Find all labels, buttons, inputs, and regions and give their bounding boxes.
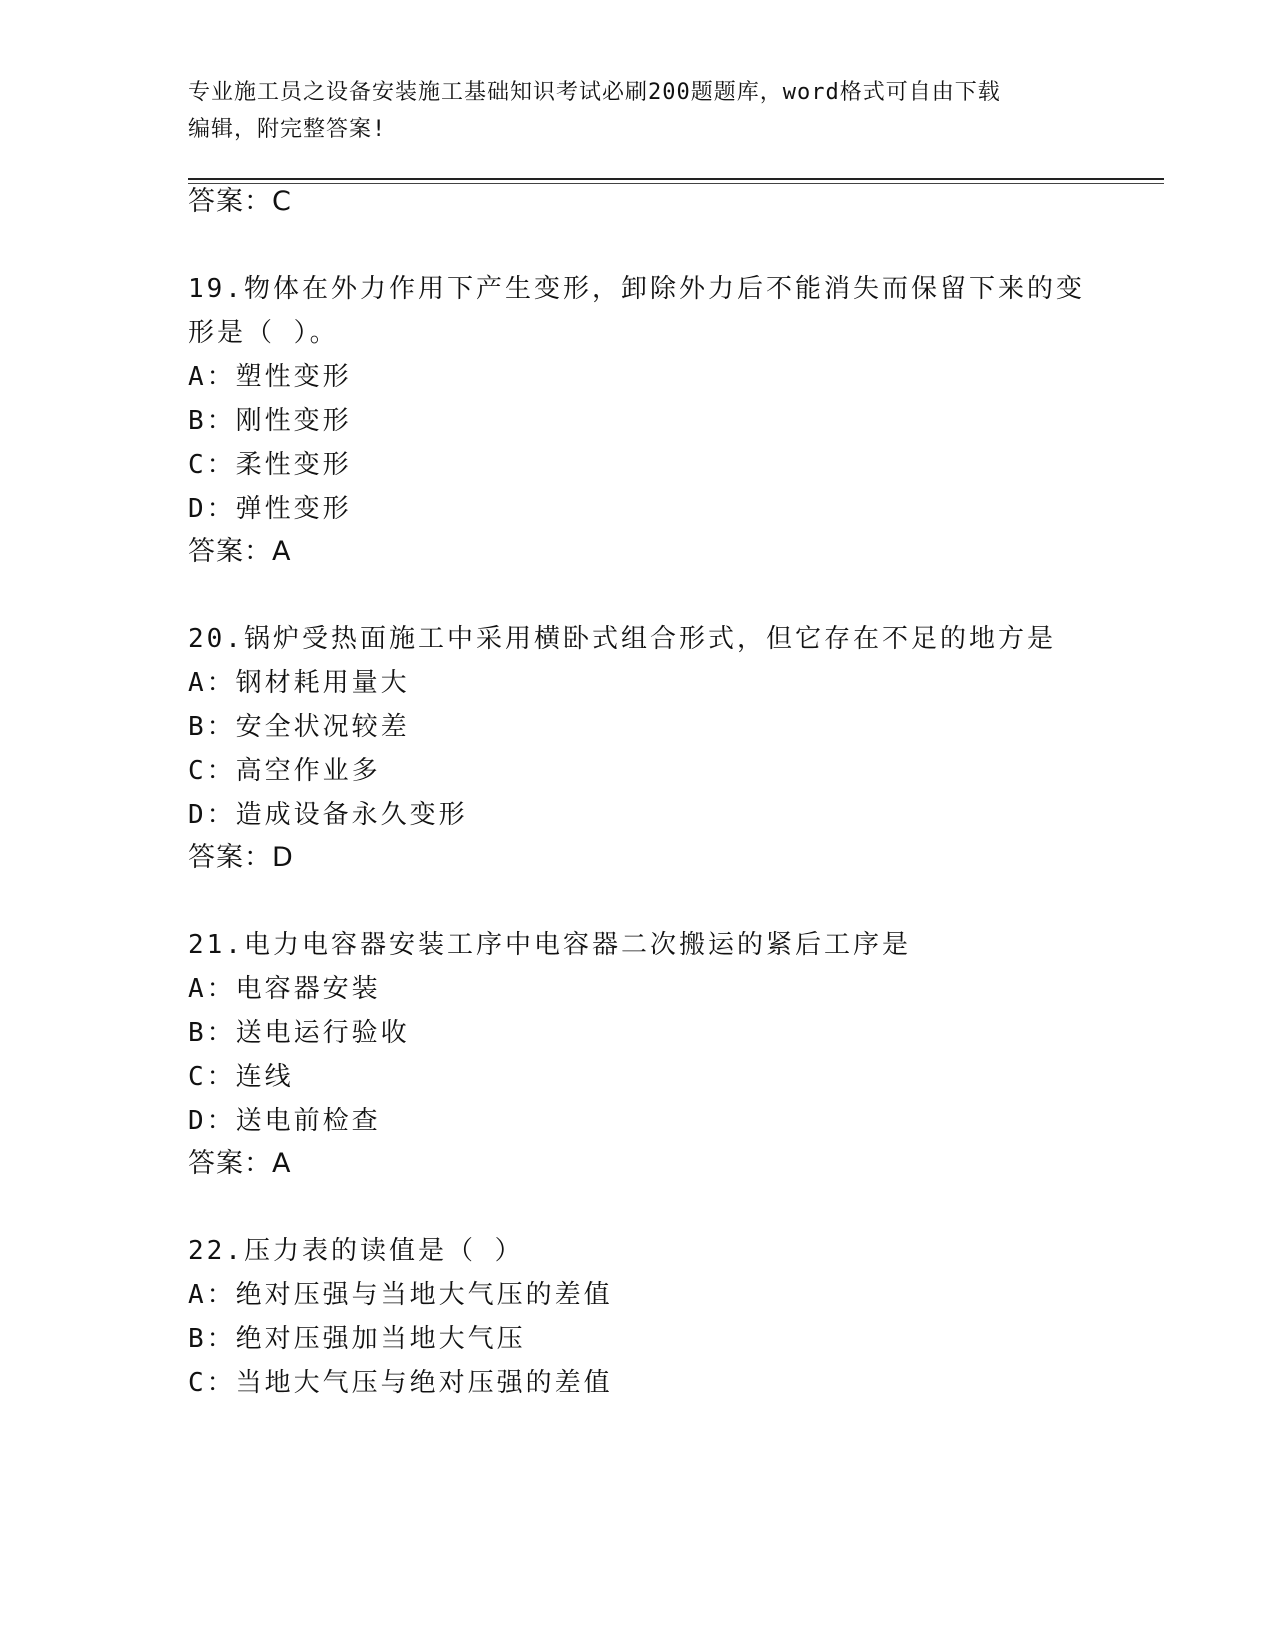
header-divider-thin <box>188 183 1164 184</box>
question-22-option-c: C：当地大气压与绝对压强的差值 <box>188 1368 613 1398</box>
question-19-option-a: A：塑性变形 <box>188 362 352 392</box>
question-20-option-d: D：造成设备永久变形 <box>188 800 468 830</box>
question-22-option-b: B：绝对压强加当地大气压 <box>188 1324 526 1354</box>
question-19-answer: 答案：A <box>188 536 292 567</box>
question-19-stem-line-2: 形是（ ）。 <box>188 318 339 348</box>
question-19-option-b: B：刚性变形 <box>188 406 352 436</box>
question-22-option-a: A：绝对压强与当地大气压的差值 <box>188 1280 613 1310</box>
question-21-option-c: C：连线 <box>188 1062 294 1092</box>
question-22-stem: 22.压力表的读值是（ ） <box>188 1236 524 1266</box>
question-21-option-b: B：送电运行验收 <box>188 1018 410 1048</box>
question-20-stem: 20.锅炉受热面施工中采用横卧式组合形式，但它存在不足的地方是 <box>188 624 1056 654</box>
question-21-stem: 21.电力电容器安装工序中电容器二次搬运的紧后工序是 <box>188 930 911 960</box>
previous-answer: 答案：C <box>188 186 292 217</box>
question-20-option-a: A：钢材耗用量大 <box>188 668 410 698</box>
question-19-option-d: D：弹性变形 <box>188 494 352 524</box>
question-20-option-b: B：安全状况较差 <box>188 712 410 742</box>
question-21-option-d: D：送电前检查 <box>188 1106 381 1136</box>
question-19-option-c: C：柔性变形 <box>188 450 352 480</box>
question-20-option-c: C：高空作业多 <box>188 756 381 786</box>
question-21-answer: 答案：A <box>188 1148 292 1179</box>
header-line-2: 编辑，附完整答案! <box>188 117 387 142</box>
question-19-stem-line-1: 19.物体在外力作用下产生变形，卸除外力后不能消失而保留下来的变 <box>188 274 1085 304</box>
question-20-answer: 答案：D <box>188 842 294 873</box>
header-line-1: 专业施工员之设备安装施工基础知识考试必刷200题题库，word格式可自由下载 <box>188 80 1001 105</box>
header-divider-thick <box>188 178 1164 180</box>
document-header <box>188 74 1068 148</box>
question-21-option-a: A：电容器安装 <box>188 974 381 1004</box>
